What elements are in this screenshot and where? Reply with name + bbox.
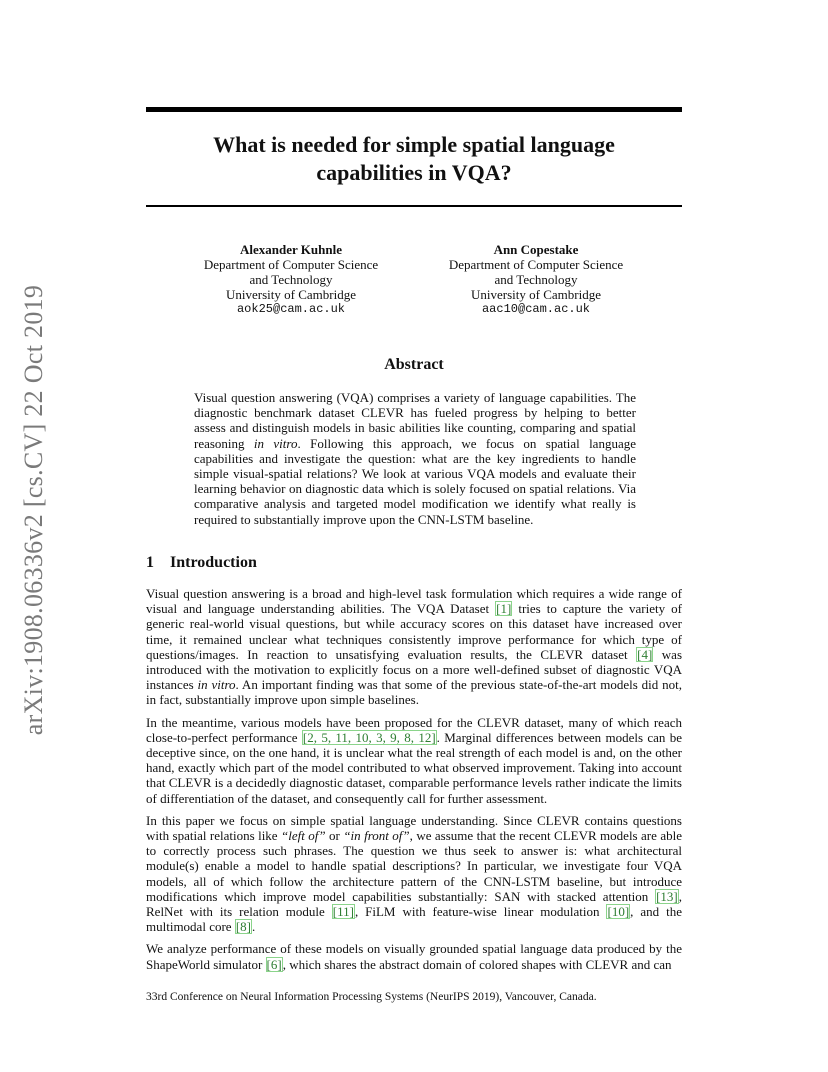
author-block-2 [411, 242, 661, 317]
author-department: Department of Computer Science [203, 257, 379, 272]
paragraph-2: In the meantime, various models have been proposed for the CLEVR dataset, many of which reach close-to-perfect performance [2, 5, 11, 10, 3, 9, 8, 12]. Marginal differences between models can be deceptive since, on the one hand, it is unclear what the real strength of each model is and, on the other hand, exactly which part of the model contributed to what observed improvement. Taking into account that CLEVR is a decidedly diagnostic dataset, comparable performance levels rather indicate the limits of differentiation of the dataset, and consequently call for further assessment. [146, 714, 682, 806]
author-department-cont: and Technology [249, 272, 333, 287]
conference-footnote: 33rd Conference on Neural Information Processing Systems (NeurIPS 2019), Vancouver, Canada. [146, 991, 597, 1003]
abstract-text: Visual question answering (VQA) comprises a variety of language capabilities. The diagnostic benchmark dataset CLEVR has fueled progress by helping to better assess and distinguish models in basic abilities like counting, comparing and spatial reasoning in vitro. Following this approach, we focus on spatial language capabilities and investigate the question: what are the key ingredients to handle simple visual-spatial relations? We look at various VQA models and evaluate their learning behavior on diagnostic data which is solely focused on spatial relations. Via comparative analysis and targeted model modification we identify what really is required to substantially improve upon the CNN-LSTM baseline. [194, 390, 636, 527]
author-university: University of Cambridge [471, 287, 601, 302]
citation-link[interactable]: [4] [637, 646, 653, 662]
citation-link[interactable]: [6] [266, 956, 282, 972]
author-department: Department of Computer Science [448, 257, 624, 272]
title-rule-top [146, 107, 682, 112]
paragraph-3: In this paper we focus on simple spatial language understanding. Since CLEVR contains questions with spatial relations like “left of” or “in front of”, we assume that the recent CLEVR models are able to correctly process such phrases. The question we thus seek to answer is: what architectural module(s) enable a model to handle spatial descriptions? In particular, we investigate four VQA models, all of which follow the architecture pattern of the CNN-LSTM baseline, but introduce modifications which improve model capabilities substantially: SAN with stacked attention [13], RelNet with its relation module [11], FiLM with feature-wise linear modulation [10], and the multimodal core [8]. [146, 812, 682, 935]
author-name: Ann Copestake [493, 242, 579, 257]
author-email[interactable]: aac10@cam.ac.uk [481, 302, 591, 316]
section-number: 1 [146, 554, 154, 571]
paragraph-4: We analyze performance of these models on visually grounded spatial language data produced by the ShapeWorld simulator [6], which shares the abstract domain of colored shapes with CLEVR and can [146, 941, 682, 972]
citation-link[interactable]: [8] [235, 919, 251, 935]
title-line-1: What is needed for simple spatial language [213, 132, 615, 157]
author-email[interactable]: aok25@cam.ac.uk [236, 302, 346, 316]
citation-link[interactable]: [11] [332, 904, 354, 920]
introduction-body [146, 586, 682, 979]
author-department-cont: and Technology [494, 272, 578, 287]
title-line-2: capabilities in VQA? [316, 160, 512, 185]
author-block-1 [166, 242, 416, 317]
paragraph-1: Visual question answering is a broad and high-level task formulation which requires a wide range of visual and language understanding abilities. The VQA Dataset [1] tries to capture the variety of generic real-world visual questions, but while accuracy scores on this dataset have increased over time, it remained unclear what techniques consistently improve performance for which type of questions/images. In reaction to unsatisfying evaluation results, the CLEVR dataset [4] was introduced with the motivation to explicitly focus on a more well-defined subset of diagnostic VQA instances in vitro. An important finding was that some of the previous state-of-the-art models did not, in fact, substantially improve upon simple baselines. [146, 586, 683, 708]
citation-link[interactable]: [13] [656, 888, 678, 904]
author-university: University of Cambridge [226, 287, 356, 302]
citation-link[interactable]: [1] [496, 601, 512, 617]
abstract-heading: Abstract [384, 356, 444, 373]
title-rule-bottom [146, 205, 682, 207]
citation-link[interactable]: [2, 5, 11, 10, 3, 9, 8, 12] [302, 729, 436, 745]
arxiv-identifier: arXiv:1908.06336v2 [cs.CV] 22 Oct 2019 [19, 284, 48, 736]
citation-link[interactable]: [10] [607, 904, 630, 920]
section-title: Introduction [170, 554, 257, 571]
author-name: Alexander Kuhnle [240, 242, 342, 257]
paper-title [146, 131, 682, 187]
section-heading-introduction [146, 554, 257, 572]
